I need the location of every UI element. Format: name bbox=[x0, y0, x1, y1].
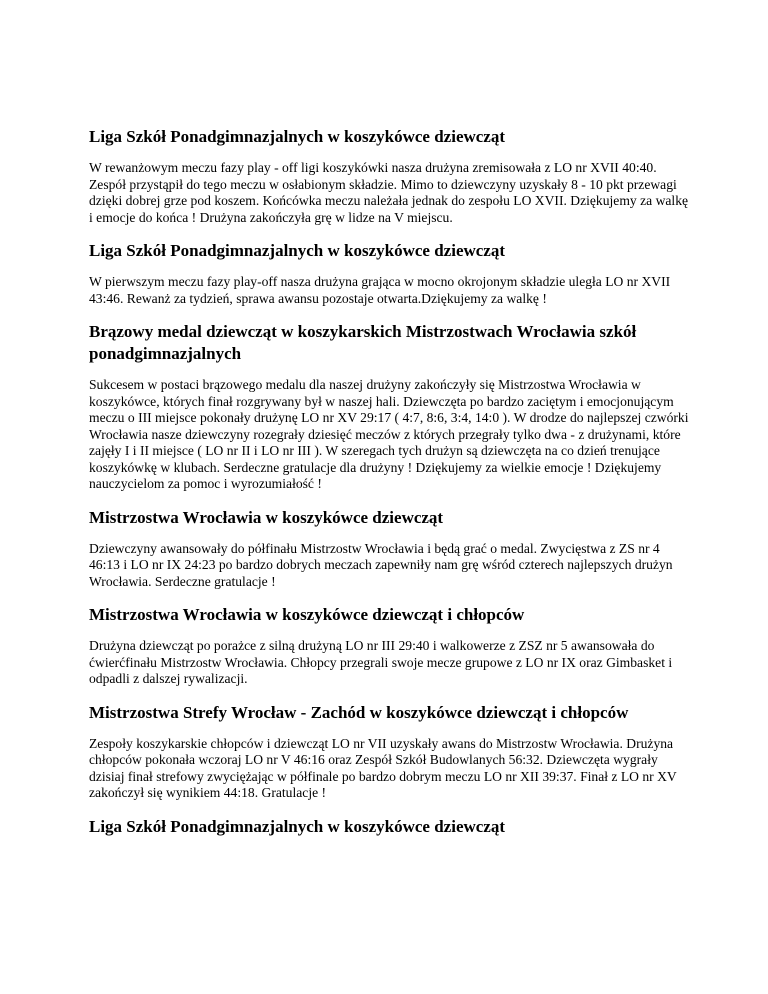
article-3 bbox=[89, 321, 689, 493]
article-body: Drużyna dziewcząt po porażce z silną drużyną LO nr III 29:40 i walkowerze z ZSZ nr 5 awansowała do ćwierćfinału Mistrzostw Wrocławia. Chłopcy przegrali swoje mecze grupowe z LO nr IX oraz Gimbasket i odpadli z dalszej rywalizacji. bbox=[89, 638, 673, 686]
document-page bbox=[89, 126, 689, 852]
article-4 bbox=[89, 507, 689, 591]
article-body: W rewanżowym meczu fazy play - off ligi koszykówki nasza drużyna zremisowała z LO nr XVII 40:40. Zespół przystąpił do tego meczu w osłabionym składzie. Mimo to dziewczyny uzyskały 8 - 10 pkt przewagi dzięki dobrej grze pod koszem. Końcówka meczu należała jednak do zespołu LO XVII. Dziękujemy za walkę i emocje do końca ! Drużyna zakończyła grę w lidze na V miejscu. bbox=[89, 160, 689, 225]
article-6 bbox=[89, 702, 689, 802]
article-title: Mistrzostwa Wrocławia w koszykówce dziewcząt bbox=[89, 507, 444, 527]
article-5 bbox=[89, 604, 689, 688]
article-body: Zespoły koszykarskie chłopców i dziewcząt LO nr VII uzyskały awans do Mistrzostw Wrocławia. Drużyna chłopców pokonała wczoraj LO nr V 46:16 oraz Zespół Szkół Budowlanych 56:32. Dziewczęta wygrały dzisiaj finał strefowy zwyciężając w półfinale po bardzo dobrym meczu LO nr XII 39:37. Finał z LO nr XV zakończył się wynikiem 44:18. Gratulacje ! bbox=[89, 735, 677, 800]
article-7 bbox=[89, 816, 689, 838]
article-title: Mistrzostwa Strefy Wrocław - Zachód w koszykówce dziewcząt i chłopców bbox=[89, 702, 629, 722]
article-title: Liga Szkół Ponadgimnazjalnych w koszykówce dziewcząt bbox=[89, 127, 506, 146]
article-body: Dziewczyny awansowały do półfinału Mistrzostw Wrocławia i będą grać o medal. Zwycięstwa z ZS nr 4 46:13 i LO nr IX 24:23 po bardzo dobrych meczach zapewniły nam grę wśród czterech najlepszych drużyn Wrocławia. Serdeczne gratulacje ! bbox=[89, 540, 673, 589]
article-title: Brązowy medal dziewcząt w koszykarskich Mistrzostwach Wrocławia szkół ponadgimnazjalnych bbox=[89, 322, 637, 363]
article-body: Sukcesem w postaci brązowego medalu dla naszej drużyny zakończyły się Mistrzostwa Wrocławia w koszykówce, których finał rozgrywany był w naszej hali. Dziewczęta po bardzo zaciętym i emocjonującym meczu o III miejsce pokonały drużynę LO nr XV 29:17 ( 4:7, 8:6, 3:4, 14:0 ). W drodze do najlepszej czwórki Wrocławia nasze dziewczyny rozegrały dziesięć meczów z których przegrały tylko dwa - z drużynami, które zajęły I i II miejsce ( LO nr II i LO nr III ). W szeregach tych drużyn są dziewczęta na co dzień trenujące koszykówkę w klubach. Serdeczne gratulacje dla drużyny ! Dziękujemy za wielkie emocje ! Dziękujemy nauczycielom za pomoc i wyrozumiałość ! bbox=[89, 377, 689, 491]
article-title: Liga Szkół Ponadgimnazjalnych w koszykówce dziewcząt bbox=[89, 816, 506, 836]
article-1 bbox=[89, 126, 689, 226]
article-body: W pierwszym meczu fazy play-off nasza drużyna grająca w mocno okrojonym składzie uległa LO nr XVII 43:46. Rewanż za tydzień, sprawa awansu pozostaje otwarta.Dziękujemy za walkę ! bbox=[89, 274, 671, 306]
article-title: Mistrzostwa Wrocławia w koszykówce dziewcząt i chłopców bbox=[89, 605, 525, 624]
article-title: Liga Szkół Ponadgimnazjalnych w koszykówce dziewcząt bbox=[89, 241, 506, 260]
article-2 bbox=[89, 240, 689, 307]
